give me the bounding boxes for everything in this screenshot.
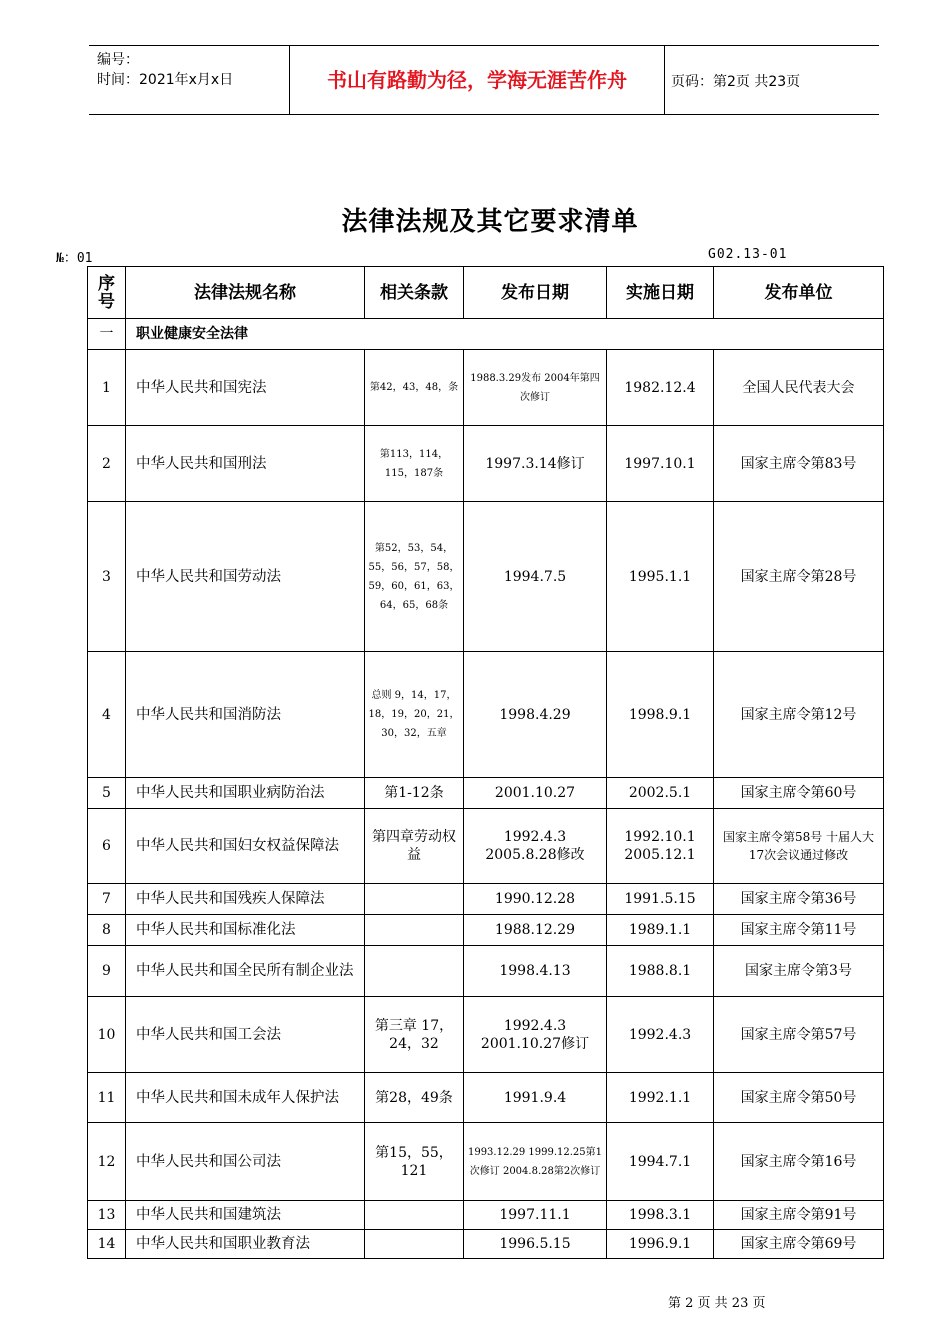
issued-date: 1997.3.14修订: [464, 426, 607, 502]
row-index: 12: [88, 1123, 126, 1201]
row-index: 14: [88, 1230, 126, 1259]
issuing-unit: 全国人民代表大会: [714, 350, 884, 426]
table-row: [88, 946, 884, 997]
law-name: 中华人民共和国宪法: [126, 350, 365, 426]
effective-date: 1982.12.4: [607, 350, 714, 426]
document-number: №：01: [56, 251, 93, 266]
table-row: [88, 997, 884, 1073]
law-name: 中华人民共和国妇女权益保障法: [126, 809, 365, 884]
table-row: [88, 1230, 884, 1259]
col-header-unit: 发布单位: [714, 267, 884, 319]
law-name: 中华人民共和国职业教育法: [126, 1230, 365, 1259]
row-index: 9: [88, 946, 126, 997]
row-index: 3: [88, 502, 126, 652]
issued-date: 1996.5.15: [464, 1230, 607, 1259]
table-row: [88, 809, 884, 884]
issued-date: 1992.4.3 2001.10.27修订: [464, 997, 607, 1073]
effective-date: 1998.9.1: [607, 652, 714, 778]
issued-date: 1990.12.28: [464, 884, 607, 915]
law-name: 中华人民共和国公司法: [126, 1123, 365, 1201]
row-index: 10: [88, 997, 126, 1073]
effective-date: 1995.1.1: [607, 502, 714, 652]
issuing-unit: 国家主席令第91号: [714, 1201, 884, 1230]
issued-date: 2001.10.27: [464, 778, 607, 809]
header-divider: [289, 46, 290, 114]
effective-date: 1996.9.1: [607, 1230, 714, 1259]
page-footer: 第 2 页 共 23 页: [668, 1296, 766, 1311]
table-row: [88, 915, 884, 946]
table-row: [88, 502, 884, 652]
issued-date: 1998.4.29: [464, 652, 607, 778]
clause: [365, 915, 464, 946]
row-index: 4: [88, 652, 126, 778]
document-code: G02.13-01: [708, 247, 788, 262]
effective-date: 1997.10.1: [607, 426, 714, 502]
issuing-unit: 国家主席令第50号: [714, 1073, 884, 1123]
issued-date: 1988.12.29: [464, 915, 607, 946]
table-header-row: [88, 267, 884, 319]
issued-date: 1997.11.1: [464, 1201, 607, 1230]
page-header: [89, 45, 879, 115]
row-index: 11: [88, 1073, 126, 1123]
table-row: [88, 884, 884, 915]
header-motto: 书山有路勤为径，学海无涯苦作舟: [327, 68, 627, 92]
row-index: 5: [88, 778, 126, 809]
clause: [365, 884, 464, 915]
effective-date: 1989.1.1: [607, 915, 714, 946]
number-label: 编号：: [97, 52, 139, 68]
issuing-unit: 国家主席令第28号: [714, 502, 884, 652]
law-name: 中华人民共和国建筑法: [126, 1201, 365, 1230]
clause: 第28，49条: [365, 1073, 464, 1123]
issued-date: 1988.3.29发布 2004年第四次修订: [464, 350, 607, 426]
col-header-name: 法律法规名称: [126, 267, 365, 319]
effective-date: 1992.1.1: [607, 1073, 714, 1123]
effective-date: 1991.5.15: [607, 884, 714, 915]
row-index: 6: [88, 809, 126, 884]
law-table: [87, 266, 884, 1259]
issuing-unit: 国家主席令第60号: [714, 778, 884, 809]
issued-date: 1993.12.29 1999.12.25第1次修订 2004.8.28第2次修订: [464, 1123, 607, 1201]
issuing-unit: 国家主席令第83号: [714, 426, 884, 502]
col-header-index: 序号: [88, 267, 126, 319]
header-left: [97, 50, 233, 90]
header-divider: [664, 46, 665, 114]
issuing-unit: 国家主席令第58号 十届人大17次会议通过修改: [714, 809, 884, 884]
issued-date: 1998.4.13: [464, 946, 607, 997]
document-title: 法律法规及其它要求清单: [341, 207, 639, 237]
issuing-unit: 国家主席令第69号: [714, 1230, 884, 1259]
row-index: 1: [88, 350, 126, 426]
clause: 第42，43，48，条: [365, 350, 464, 426]
effective-date: 1992.10.1 2005.12.1: [607, 809, 714, 884]
row-index: 7: [88, 884, 126, 915]
clause: 总则 9，14，17，18，19，20，21，30，32，五章: [365, 652, 464, 778]
law-name: 中华人民共和国工会法: [126, 997, 365, 1073]
effective-date: 2002.5.1: [607, 778, 714, 809]
law-name: 中华人民共和国职业病防治法: [126, 778, 365, 809]
clause: 第15，55，121: [365, 1123, 464, 1201]
issued-date: 1994.7.5: [464, 502, 607, 652]
category-index: 一: [88, 319, 126, 350]
issuing-unit: 国家主席令第12号: [714, 652, 884, 778]
law-name: 中华人民共和国未成年人保护法: [126, 1073, 365, 1123]
law-name: 中华人民共和国标准化法: [126, 915, 365, 946]
col-header-effective: 实施日期: [607, 267, 714, 319]
effective-date: 1998.3.1: [607, 1201, 714, 1230]
issuing-unit: 国家主席令第11号: [714, 915, 884, 946]
table-row: [88, 1073, 884, 1123]
col-header-issued: 发布日期: [464, 267, 607, 319]
row-index: 13: [88, 1201, 126, 1230]
table-row: [88, 778, 884, 809]
time-label: 时间：2021年x月x日: [97, 72, 234, 88]
header-page-info: 页码：第2页 共23页: [671, 74, 801, 90]
effective-date: 1992.4.3: [607, 997, 714, 1073]
law-name: 中华人民共和国刑法: [126, 426, 365, 502]
issued-date: 1991.9.4: [464, 1073, 607, 1123]
clause: 第四章劳动权益: [365, 809, 464, 884]
effective-date: 1988.8.1: [607, 946, 714, 997]
issuing-unit: 国家主席令第36号: [714, 884, 884, 915]
clause: [365, 1230, 464, 1259]
issued-date: 1992.4.3 2005.8.28修改: [464, 809, 607, 884]
table-row: [88, 426, 884, 502]
table-row: [88, 652, 884, 778]
category-label: 职业健康安全法律: [126, 319, 884, 350]
clause: [365, 1201, 464, 1230]
issuing-unit: 国家主席令第3号: [714, 946, 884, 997]
clause: 第三章 17，24，32: [365, 997, 464, 1073]
issuing-unit: 国家主席令第57号: [714, 997, 884, 1073]
row-index: 8: [88, 915, 126, 946]
clause: [365, 946, 464, 997]
clause: 第113，114，115，187条: [365, 426, 464, 502]
law-name: 中华人民共和国残疾人保障法: [126, 884, 365, 915]
table-row: [88, 1123, 884, 1201]
row-index: 2: [88, 426, 126, 502]
table-row: [88, 350, 884, 426]
table-row: [88, 1201, 884, 1230]
law-name: 中华人民共和国劳动法: [126, 502, 365, 652]
law-name: 中华人民共和国全民所有制企业法: [126, 946, 365, 997]
law-name: 中华人民共和国消防法: [126, 652, 365, 778]
clause: 第1-12条: [365, 778, 464, 809]
clause: 第52，53，54，55，56，57，58，59，60，61，63，64，65，68条: [365, 502, 464, 652]
issuing-unit: 国家主席令第16号: [714, 1123, 884, 1201]
effective-date: 1994.7.1: [607, 1123, 714, 1201]
category-row: [88, 319, 884, 350]
col-header-clause: 相关条款: [365, 267, 464, 319]
